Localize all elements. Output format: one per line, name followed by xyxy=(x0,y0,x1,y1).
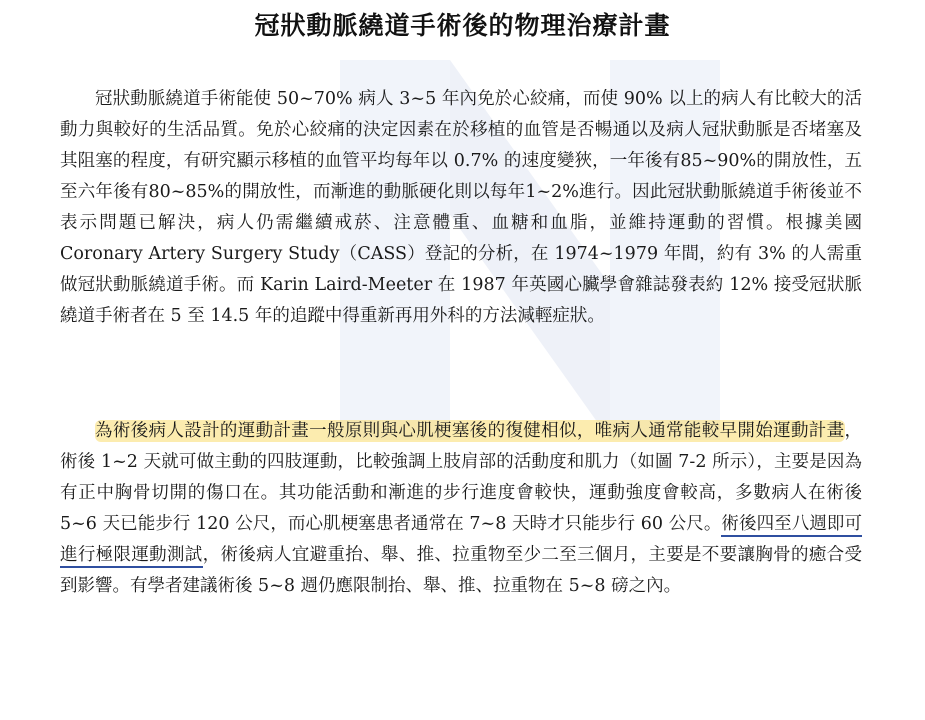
paragraph-2-body-b: ，術後病人宜避重抬、舉、推、拉重物至少二至三個月，主要是不要讓胸骨的癒合受到影響。有學者建議術後 5~8 週仍應限制抬、舉、推、拉重物在 5~8 磅之內。 xyxy=(60,545,863,596)
paragraph-1 xyxy=(60,84,862,332)
highlighted-sentence: 為術後病人設計的運動計畫一般原則與心肌梗塞後的復健相似，唯病人通常能較早開始運動計畫 xyxy=(95,421,845,441)
document-title: 冠狀動脈繞道手術後的物理治療計畫 xyxy=(254,11,671,40)
underlined-sentence: 術後四至八週即可進行極限運動測試 xyxy=(60,514,862,568)
paragraph-2-body-a: ，術後 1~2 天就可做主動的四肢運動，比較強調上肢肩部的活動度和肌力（如圖 7-2 所示），主要是因為有正中胸骨切開的傷口在。其功能活動和漸進的步行進度會較快，運動強度會較高，多數病人在術後 5~6 天已能步行 120 公尺，而心肌梗塞患者通常在 7~8 天時才只能步行 60 公尺。 xyxy=(60,421,862,534)
paragraph-2 xyxy=(60,416,862,602)
paragraph-1-text: 冠狀動脈繞道手術能使 50~70% 病人 3~5 年內免於心絞痛，而使 90% 以上的病人有比較大的活動力與較好的生活品質。免於心絞痛的決定因素在於移植的血管是否暢通以及病人冠狀動脈是否堵塞及其阻塞的程度，有研究顯示移植的血管平均每年以 0.7% 的速度變狹，一年後有85~90%的開放性，五至六年後有80~85%的開放性，而漸進的動脈硬化則以每年1~2%進行。因此冠狀動脈繞道手術後並不表示問題已解決，病人仍需繼續戒菸、注意體重、血糖和血脂，並維持運動的習慣。根據美國 Coronary Artery Surgery Study（CASS）登記的分析，在 1974~1979 年間，約有 3% 的人需重做冠狀動脈繞道手術。而 Karin Laird-Meeter 在 1987 年英國心臟學會雜誌發表約 12% 接受冠狀脈繞道手術者在 5 至 14.5 年的追蹤中得重新再用外科的方法減輕症狀。 xyxy=(60,89,862,326)
paragraph-2-text xyxy=(60,416,862,602)
